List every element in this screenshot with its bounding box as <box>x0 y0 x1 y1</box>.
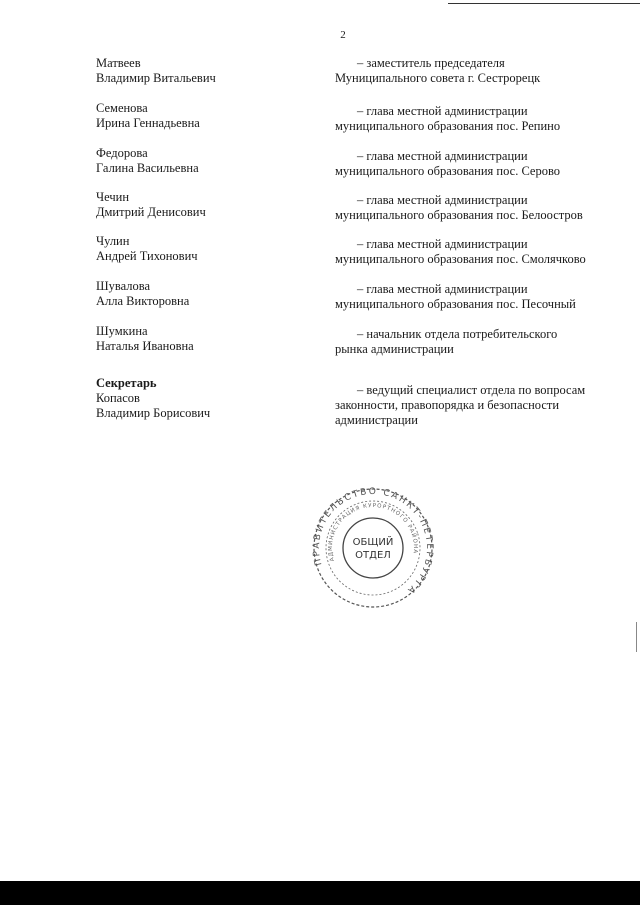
member-given-name: Алла Викторовна <box>96 294 190 308</box>
member-role-line: Муниципального совета г. Сестрорецк <box>335 71 541 85</box>
member-role-line: – глава местной администрации <box>357 282 528 296</box>
member-name <box>96 146 306 176</box>
member-role <box>335 56 630 86</box>
member-name <box>96 56 306 86</box>
member-surname: Федорова <box>96 146 148 160</box>
member-role <box>335 193 630 223</box>
member-surname: Чечин <box>96 190 130 204</box>
scan-bottom-border <box>0 881 640 905</box>
member-role <box>335 149 630 179</box>
member-surname: Шувалова <box>96 279 151 293</box>
official-stamp <box>311 487 435 609</box>
member-surname: Чулин <box>96 234 130 248</box>
member-role-line: – глава местной администрации <box>357 104 528 118</box>
page-number: 2 <box>340 29 346 41</box>
stamp-inner-ring-text: АДМИНИСТРАЦИЯ КУРОРТНОГО РАЙОНА <box>327 502 419 562</box>
member-name <box>96 101 306 131</box>
member-given-name: Наталья Ивановна <box>96 339 194 353</box>
member-role-line: муниципального образования пос. Репино <box>335 119 561 133</box>
member-given-name: Галина Васильевна <box>96 161 199 175</box>
secretary-name <box>96 376 306 421</box>
member-role-line: муниципального образования пос. Песочный <box>335 297 576 311</box>
member-surname: Шумкина <box>96 324 148 338</box>
member-role <box>335 237 630 267</box>
secretary-given-name: Владимир Борисович <box>96 406 211 420</box>
stamp-outer-ring-text: ПРАВИТЕЛЬСТВО САНКТ-ПЕТЕРБУРГА <box>311 487 435 597</box>
secretary-surname: Копасов <box>96 391 140 405</box>
member-role <box>335 104 630 134</box>
secretary-role-line: администрации <box>335 413 418 427</box>
member-name <box>96 279 306 309</box>
member-role <box>335 327 630 357</box>
member-role-line: муниципального образования пос. Белоостров <box>335 208 583 222</box>
member-surname: Матвеев <box>96 56 141 70</box>
top-edge-rule <box>448 3 640 4</box>
scan-edge-mark <box>636 622 637 652</box>
secretary-role-line: – ведущий специалист отдела по вопросам <box>357 383 586 397</box>
secretary-label: Секретарь <box>96 376 157 390</box>
member-given-name: Андрей Тихонович <box>96 249 198 263</box>
member-given-name: Дмитрий Денисович <box>96 205 206 219</box>
stamp-center-line: ОБЩИЙ <box>352 537 394 548</box>
member-given-name: Владимир Витальевич <box>96 71 216 85</box>
member-name <box>96 190 306 220</box>
member-name <box>96 234 306 264</box>
secretary-role <box>335 383 630 428</box>
member-role-line: – начальник отдела потребительского <box>357 327 558 341</box>
member-given-name: Ирина Геннадьевна <box>96 116 200 130</box>
stamp-center-line: ОТДЕЛ <box>355 550 391 561</box>
member-role-line: муниципального образования пос. Серово <box>335 164 561 178</box>
member-role <box>335 282 630 312</box>
member-name <box>96 324 306 354</box>
member-role-line: – глава местной администрации <box>357 149 528 163</box>
secretary-role-line: законности, правопорядка и безопасности <box>335 398 560 412</box>
member-role-line: муниципального образования пос. Смолячково <box>335 252 586 266</box>
member-role-line: – заместитель председателя <box>357 56 505 70</box>
member-role-line: – глава местной администрации <box>357 193 528 207</box>
member-role-line: рынка администрации <box>335 342 454 356</box>
member-surname: Семенова <box>96 101 148 115</box>
member-role-line: – глава местной администрации <box>357 237 528 251</box>
